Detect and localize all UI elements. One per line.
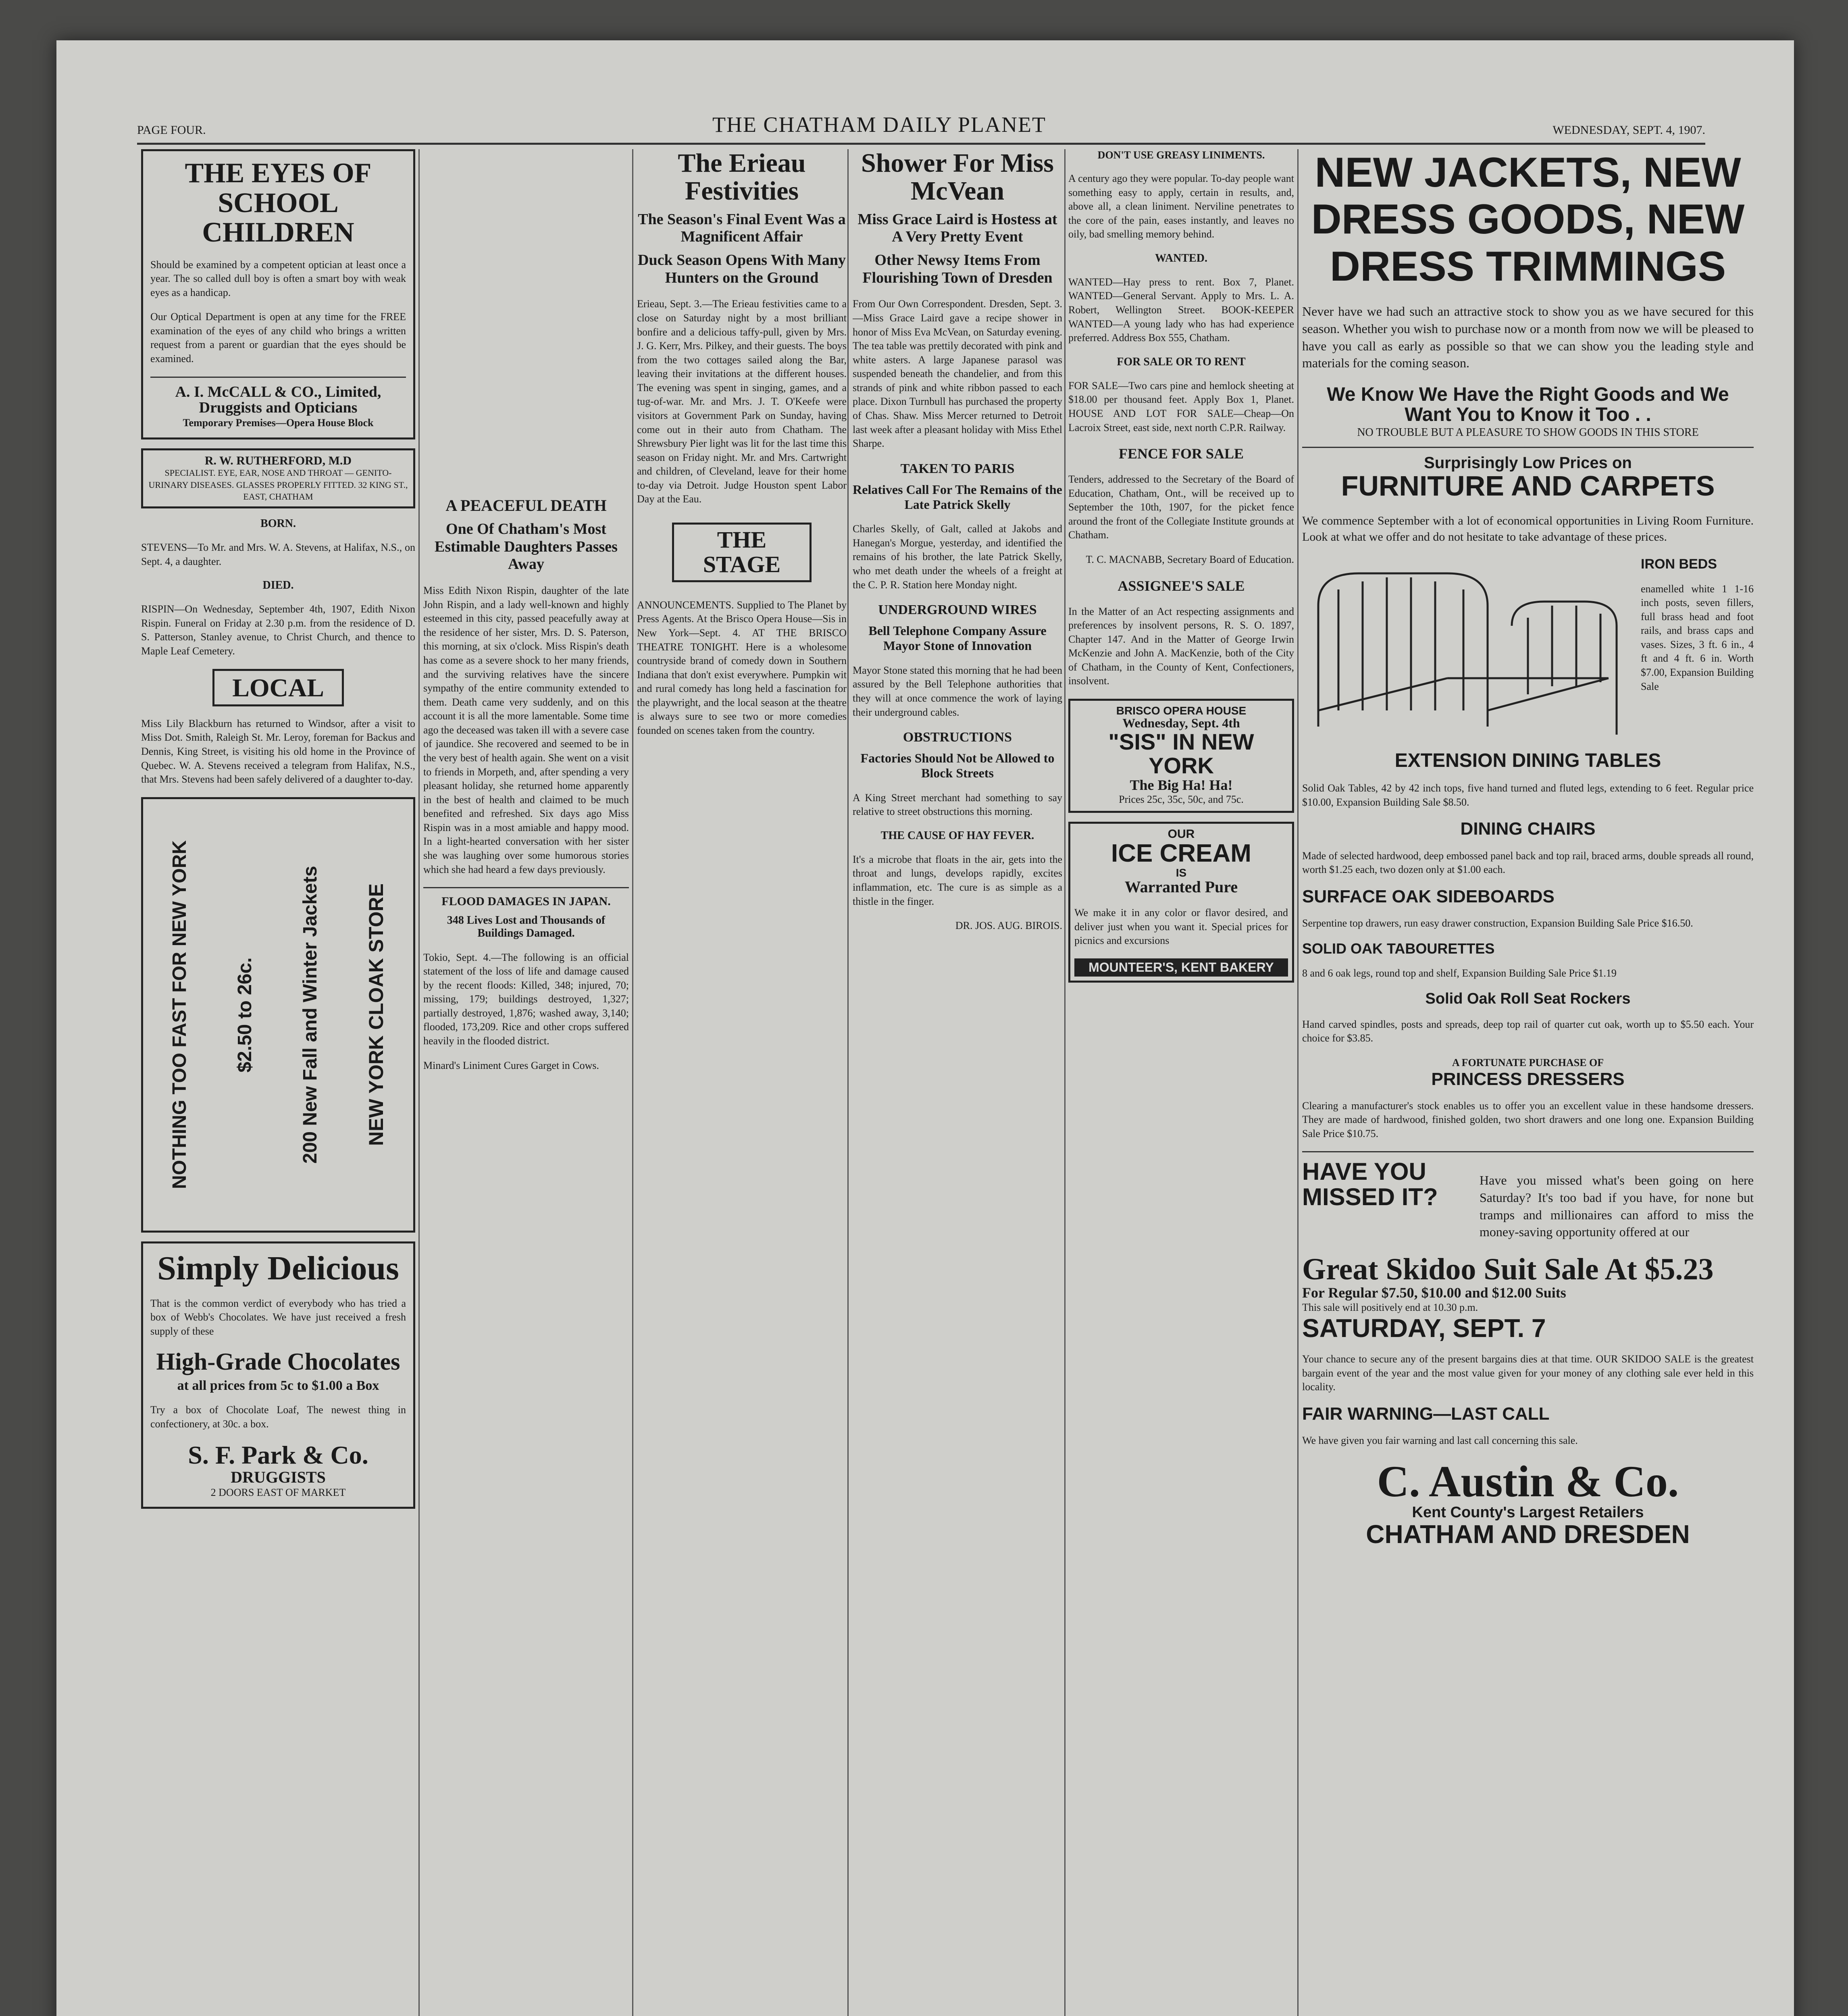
venue-name: BRISCO OPERA HOUSE xyxy=(1116,704,1247,717)
article-subheadline: One Of Chatham's Most Estimable Daughters Passes Away xyxy=(435,521,618,573)
signature: DR. JOS. AUG. BIROIS. xyxy=(955,920,1062,932)
ad-subheadline: High-Grade Chocolates xyxy=(156,1348,400,1375)
born-notice: STEVENS—To Mr. and Mrs. W. A. Stevens, at Halifax, N.S., on Sept. 4, a daughter. xyxy=(141,541,415,567)
show-tagline: The Big Ha! Ha! xyxy=(1130,777,1233,793)
article-headline: FLOOD DAMAGES IN JAPAN. xyxy=(441,895,611,908)
classified-heading: FOR SALE OR TO RENT xyxy=(1117,355,1246,368)
issue-date: WEDNESDAY, SEPT. 4, 1907. xyxy=(1552,123,1705,137)
notice-body: Tenders, addressed to the Secretary of the Board of Education, Chatham, Ont., will be received up to September the 10th, 1907, for the picket fence around the front of the Collegiate Institute grounds at Chatham. xyxy=(1068,473,1294,541)
advertiser-name: C. Austin & Co. xyxy=(1377,1456,1679,1506)
ad-headline: ICE CREAM xyxy=(1111,839,1251,868)
product-description: enamelled white 1 1-16 inch posts, seven fillers, full brass head and foot rails, and brass caps and vases. Sizes, 3 ft. 6 in., 4 ft and 4 ft. 6 in. Worth $7.00, Expansion Building Sale xyxy=(1641,583,1754,692)
ad-line: OUR xyxy=(1167,827,1195,841)
article-subheadline: Relatives Call For The Remains of the Late Patrick Skelly xyxy=(853,482,1062,512)
section-heading: THE STAGE xyxy=(703,527,781,577)
product-description: Serpentine top drawers, run easy drawer construction, Expansion Building Sale Price $16.50. xyxy=(1302,917,1693,929)
sale-headline: Great Skidoo Suit Sale At $5.23 xyxy=(1302,1252,1714,1286)
ad-subheadline: Warranted Pure xyxy=(1124,877,1238,896)
column-rule xyxy=(1064,149,1066,2016)
article-body: A King Street merchant had something to say relative to street obstructions this morning. xyxy=(853,791,1062,818)
sale-date: SATURDAY, SEPT. 7 xyxy=(1302,1313,1546,1343)
advertiser-name: MOUNTEER'S, KENT BAKERY xyxy=(1074,958,1288,977)
ad-text: Your chance to secure any of the present bargains dies at that time. OUR SKIDOO SALE is the greatest bargain event of the year and the most value given for your money of any clothing sale ever held in this locality. xyxy=(1302,1353,1754,1393)
ad-text: That is the common verdict of everybody who has tried a box of Webb's Chocolates. We have just received a fresh supply of these xyxy=(150,1297,406,1337)
born-heading: BORN. xyxy=(260,517,296,530)
article-subheadline: Factories Should Not be Allowed to Block Streets xyxy=(860,751,1055,780)
article-subheadline: Other Newsy Items From Flourishing Town of Dresden xyxy=(862,251,1053,286)
ad-subheadline: FAIR WARNING—LAST CALL xyxy=(1302,1404,1550,1424)
local-heading: LOCAL xyxy=(232,673,324,702)
ad-subheadline: We Know We Have the Right Goods and We Want You to Know it Too . . xyxy=(1327,383,1729,425)
column-2 xyxy=(423,149,629,2016)
column-rule xyxy=(1297,149,1299,2016)
advertiser-address: Temporary Premises—Opera House Block xyxy=(183,417,374,429)
product-description: Solid Oak Tables, 42 by 42 inch tops, five hand turned and fluted legs, extending to 6 feet. Regular price $10.00, Expansion Building Sale $8.50. xyxy=(1302,782,1754,808)
ad-headline: THE EYES OF SCHOOL CHILDREN xyxy=(185,158,372,248)
ad-tagline: NO TROUBLE BUT A PLEASURE TO SHOW GOODS IN THIS STORE xyxy=(1357,426,1699,439)
filler-ad: Minard's Liniment Cures Garget in Cows. xyxy=(423,1059,599,1071)
doctor-details: SPECIALIST. EYE, EAR, NOSE AND THROAT — GENITO-URINARY DISEASES. GLASSES PROPERLY FITTED. 32 KING ST., EAST, CHATHAM xyxy=(148,468,408,502)
article-body: From Our Own Correspondent. Dresden, Sept. 3.—Miss Grace Laird gave a recipe shower in honor of Miss Eva McVean, on Saturday evening. The tea table was prettily decorated with pink and white asters. A large Japanese parasol was suspended beneath the chandelier, and from this strands of pink and white ribbon passed to each place. Dixon Turnbull has purchased the property of Chas. Shaw. Miss Mercer returned to Detroit last week after a pleasant holiday with Miss Ethel Sharpe. xyxy=(853,298,1062,450)
ad-text: We commence September with a lot of economical opportunities in Living Room Furniture. Look at what we offer and do not hesitate to take advantage of these prices. xyxy=(1302,514,1754,544)
ad-line: Surprisingly Low Prices on xyxy=(1424,454,1632,472)
ad-line: NOTHING TOO FAST FOR NEW YORK xyxy=(169,840,191,1189)
austin-ad xyxy=(1302,149,1754,2016)
ad-headline: Simply Delicious xyxy=(157,1249,399,1287)
article-body: Charles Skelly, of Galt, called at Jakobs and Hanegan's Morgue, yesterday, and identified the remains of his brother, the late Patrick Skelly, who met death under the wheels of a freight at the C. P. R. Station here Monday night. xyxy=(853,523,1062,591)
product-name: DINING CHAIRS xyxy=(1460,819,1596,839)
article-headline: Shower For Miss McVean xyxy=(861,149,1054,206)
product-description: Hand carved spindles, posts and spreads, deep top rail of quarter cut oak, worth up to $5.50 each. Your choice for $3.85. xyxy=(1302,1018,1754,1044)
article-subheadline: Duck Season Opens With Many Hunters on the Ground xyxy=(638,251,846,286)
missed-it-block xyxy=(1302,1159,1754,1253)
ad-price: at all prices from 5c to $1.00 a Box xyxy=(177,1378,379,1393)
ad-text: We have given you fair warning and last call concerning this sale. xyxy=(1302,1434,1578,1446)
ad-text: Our Optical Department is open at any time for the FREE examination of the eyes of any child who brings a written request from a parent or guardian that the eyes should be examined. xyxy=(150,311,406,364)
page-number: PAGE FOUR. xyxy=(137,123,206,137)
article-body: Miss Edith Nixon Rispin, daughter of the late John Rispin, and a lady well-known and highly esteemed in this city, passed peacefully away at the residence of her sister, Mrs. D. S. Paterson, this morning, at six o'clock. Miss Rispin's death has come as a severe shock to her many friends, and the surviving relatives have the sincere sympathy of the entire community extended to them. Death came very suddenly, and on this account it is all the more lamentable. Some time ago the deceased was taken ill with a severe case of jaundice. She recovered and seemed to be in the very best of health again. She went on a visit to friends in Morpeth, and, after spending a very pleasant holiday, she returned home apparently in the best of health and claimed to be much benefited and refreshed. Six days ago Miss Rispin was in a most amiable and happy mood. In a light-hearted conversation with her sister she was laughing over some humorous stories which she had heard a few days previously. xyxy=(423,585,629,875)
local-news: Miss Lily Blackburn has returned to Windsor, after a visit to Miss Dot. Smith, Raleigh St. Mr. Leroy, foreman for Backus and Dennis, King Street, is visiting his old home in the Province of Quebec. W. A. Stevens received a telegram from Halifax, N.S., that Mrs. Stevens had been safely delivered of a daughter to-day. xyxy=(141,717,415,785)
product-description: Clearing a manufacturer's stock enables us to offer you an excellent value in these handsome dressers. They are made of hardwood, finished golden, two short drawers and one long one. Expansion Building Sale Price $10.75. xyxy=(1302,1100,1754,1139)
article-headline: OBSTRUCTIONS xyxy=(903,730,1012,745)
article-subheadline: 348 Lives Lost and Thousands of Buildings Damaged. xyxy=(447,914,606,940)
product-name: Solid Oak Roll Seat Rockers xyxy=(1425,990,1631,1007)
column-5 xyxy=(1068,149,1294,2016)
article-body: ANNOUNCEMENTS. Supplied to The Planet by Press Agents. At the Brisco Opera House—Sis in New York—Sept. 4. AT THE BRISCO THEATRE TONIGHT. Here is a wholesome countryside brand of comedy down in Southern Indiana that don't exist everywhere. Pumpkin wit and rural comedy has long held a fascination for the playwright, and the local season at the theatre is always sure to see two or more comedies founded on scenes taken from the country. xyxy=(637,599,847,736)
product-name: PRINCESS DRESSERS xyxy=(1431,1069,1625,1089)
column-rule xyxy=(847,149,849,2016)
sale-end: This sale will positively end at 10.30 p.m. xyxy=(1302,1302,1478,1314)
sale-regular-price: For Regular $7.50, $10.00 and $12.00 Suits xyxy=(1302,1285,1566,1301)
ad-text: Should be examined by a competent optician at least once a year. The so called dull boy is often a smart boy with weak eyes as a handicap. xyxy=(150,258,406,298)
show-title: "SIS" IN NEW YORK xyxy=(1108,729,1254,778)
died-notice: RISPIN—On Wednesday, September 4th, 1907, Edith Nixon Rispin. Funeral on Friday at 2.30 p.m. from the residence of D. S. Patterson, Stanley avenue, to Christ Church, and thence to Maple Leaf Cemetery. xyxy=(141,603,415,657)
notice-body: In the Matter of an Act respecting assignments and preferences by insolvent persons, R. S. O. 1897, Chapter 147. And in the Matter of George Irwin McKenzie and John A. MacKenzie, both of the City of Chatham, in the County of Kent, Confectioners, insolvent. xyxy=(1068,605,1294,687)
column-rule xyxy=(632,149,633,2016)
classified-heading: WANTED. xyxy=(1155,252,1207,264)
ad-headline: NEW JACKETS, NEW DRESS GOODS, NEW DRESS TRIMMINGS xyxy=(1311,149,1745,290)
article-headline: UNDERGROUND WIRES xyxy=(878,602,1037,618)
article-headline: THE CAUSE OF HAY FEVER. xyxy=(880,829,1034,842)
masthead xyxy=(137,101,1705,145)
notice-signature: T. C. MACNABB, Secretary Board of Education. xyxy=(1086,553,1294,565)
store-name: NEW YORK CLOAK STORE xyxy=(364,883,387,1146)
ad-line: 200 New Fall and Winter Jackets xyxy=(299,866,321,1164)
classified-ads: FOR SALE—Two cars pine and hemlock sheeting at $18.00 per thousand feet. Apply Box 1, Planet. HOUSE AND LOT FOR SALE—Cheap—On Lacroix Street, east side, next north C.P.R. Railway. xyxy=(1068,379,1294,433)
article-headline: DON'T USE GREASY LINIMENTS. xyxy=(1097,149,1265,161)
article-headline: The Erieau Festivities xyxy=(678,149,806,206)
advertiser-tagline: Kent County's Largest Retailers xyxy=(1412,1504,1644,1521)
column-rule xyxy=(418,149,420,2016)
advertiser-address: 2 DOORS EAST OF MARKET xyxy=(210,1486,346,1498)
show-prices: Prices 25c, 35c, 50c, and 75c. xyxy=(1119,793,1244,806)
article-subheadline: Bell Telephone Company Assure Mayor Stone of Innovation xyxy=(868,623,1047,653)
article-body: Erieau, Sept. 3.—The Erieau festivities came to a close on Saturday night by a most brilliant bonfire and a delicious taffy-pull, given by Mrs. J. G. Kerr, Mrs. Pilkey, and their guests. The boys from the two cottages sailed along the Bar, leaving their invitations at the different houses. The evening was spent in singing, games, and a tug-of-war. Mr. and Mrs. J. T. O'Keefe were visitors at Government Park on Sunday, having come out in their auto from Chatham. The Shrewsbury Pier light was lit for the last time this season on Friday night. Mr. and Mrs. Cartwright and children, of Cleveland, leave for their home to-day via Detroit. Judge Houston spent Labor Day at the Eau. xyxy=(637,298,847,505)
advertiser-locations: CHATHAM AND DRESDEN xyxy=(1366,1519,1690,1549)
advertiser-name: S. F. Park & Co. xyxy=(188,1441,368,1470)
iron-beds-block xyxy=(1302,557,1754,751)
column-1 xyxy=(141,149,415,2016)
ad-line: IS xyxy=(1176,866,1187,879)
local-heading-box xyxy=(212,669,344,706)
opera-house-ad xyxy=(1068,699,1294,813)
ad-headline: FURNITURE AND CARPETS xyxy=(1341,470,1715,502)
article-headline: A PEACEFUL DEATH xyxy=(445,496,607,514)
ad-line: $2.50 to 26c. xyxy=(234,957,256,1073)
show-date: Wednesday, Sept. 4th xyxy=(1122,716,1240,731)
product-description: Made of selected hardwood, deep embossed panel back and top rail, braced arms, double spreads all round, worth $1.25 each, two dozen only at $1.00 each. xyxy=(1302,850,1754,876)
column-4 xyxy=(853,149,1062,2016)
park-ad xyxy=(141,1241,415,1509)
product-name: SOLID OAK TABOURETTES xyxy=(1302,940,1495,957)
notice-heading: ASSIGNEE'S SALE xyxy=(1118,577,1245,594)
new-york-cloak-store-ad xyxy=(141,797,415,1233)
doctor-name: R. W. RUTHERFORD, M.D xyxy=(204,454,352,467)
classified-ads: WANTED—Hay press to rent. Box 7, Planet. WANTED—General Servant. Apply to Mrs. L. A. Robert, Wellington Street. BOOK-KEEPER WANTED—A young lady who has had experience preferred. Address Box 555, Chatham. xyxy=(1068,276,1294,344)
advertiser-name: A. I. McCALL & CO., Limited, Druggists and Opticians xyxy=(175,383,381,417)
notice-heading: FENCE FOR SALE xyxy=(1118,446,1244,462)
product-description: 8 and 6 oak legs, round top and shelf, Expansion Building Sale Price $1.19 xyxy=(1302,967,1617,979)
ad-text: We make it in any color or flavor desired, and deliver just when you want it. Special prices for picnics and excursions xyxy=(1074,906,1288,947)
iron-bed-illustration xyxy=(1302,557,1633,751)
article-body: Mayor Stone stated this morning that he had been assured by the Bell Telephone authorities that they will at once commence the work of laying their underground cables. xyxy=(853,664,1062,718)
newspaper-title: THE CHATHAM DAILY PLANET xyxy=(712,112,1046,137)
article-body: It's a microbe that floats in the air, gets into the throat and lungs, develops rapidly, excites inflammation, etc. The cure is as simple as a thistle in the finger. xyxy=(853,853,1062,907)
ad-text: Try a box of Chocolate Loaf, The newest thing in confectionery, at 30c. a box. xyxy=(150,1404,406,1430)
article-subheadline: Miss Grace Laird is Hostess at A Very Pretty Event xyxy=(857,210,1057,246)
article-headline: TAKEN TO PARIS xyxy=(900,461,1015,476)
advertiser-type: DRUGGISTS xyxy=(231,1468,326,1486)
product-name: EXTENSION DINING TABLES xyxy=(1394,750,1661,771)
product-name: IRON BEDS xyxy=(1641,556,1717,572)
ad-headline: HAVE YOU MISSED IT? xyxy=(1302,1158,1438,1211)
article-body: A century ago they were popular. To-day people want something easy to apply, certain in results, and, above all, a clean liniment. Nerviline penetrates to the core of the pain, eases instantly, and leaves no oily, bad smelling memory behind. xyxy=(1068,173,1294,240)
article-body: Tokio, Sept. 4.—The following is an official statement of the loss of life and damage caused by the recent floods: Killed, 348; injured, 70; missing, 179; buildings destroyed, 1,327; partially destroyed, 1,876; washed away, 3,140; flooded, 173,209. Rice and other crops suffered heavily in the flooded district. xyxy=(423,951,629,1047)
stage-heading-box xyxy=(672,523,812,582)
died-heading: DIED. xyxy=(262,579,294,592)
ad-line: A FORTUNATE PURCHASE OF xyxy=(1452,1056,1604,1068)
rutherford-card xyxy=(141,448,415,508)
product-name: SURFACE OAK SIDEBOARDS xyxy=(1302,886,1555,906)
ice-cream-ad xyxy=(1068,822,1294,983)
column-3 xyxy=(637,149,847,2016)
newspaper-page xyxy=(56,40,1794,2016)
ad-text: Have you missed what's been going on here Saturday? It's too bad if you have, for none but tramps and millionaires can afford to miss the money-saving opportunity offered at our xyxy=(1480,1173,1754,1239)
ad-text: Never have we had such an attractive stock to show you as we have secured for this season. Whether you wish to purchase now or a month from now we will be pleased to have you call as early as possible so that we can show you the leading style and materials for the coming season. xyxy=(1302,304,1754,371)
mccall-ad xyxy=(141,149,415,439)
article-subheadline: The Season's Final Event Was a Magnificent Affair xyxy=(638,210,846,246)
